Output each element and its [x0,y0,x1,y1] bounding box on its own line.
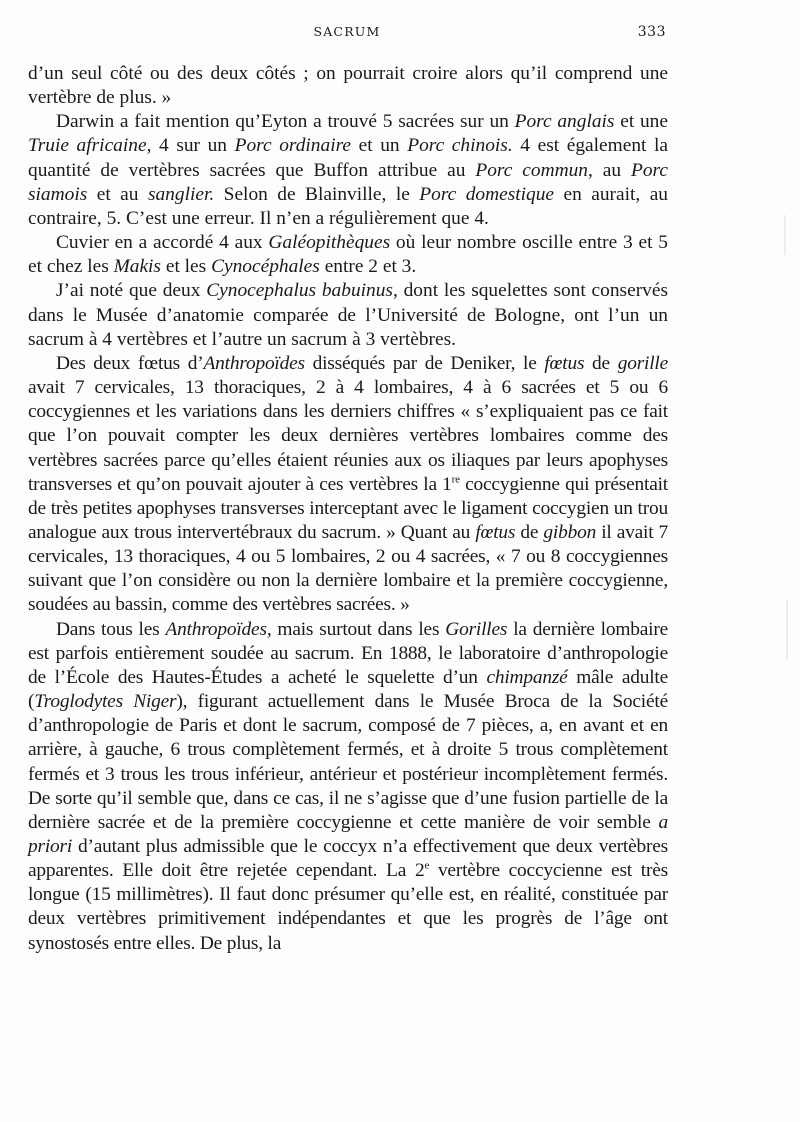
text-run: où leur nombre oscille entre 3 et 5 et chez les [28,232,668,278]
italic-term: Porc ordinaire [234,135,352,157]
text-run: il avait 7 cervicales, 13 thoraciques, 4 ou 5 lombaires, 2 ou 4 sacrées, « 7 ou 8 coccygiennes suivant que l’on considère ou non la dernière lombaire et la première coccygienne, soudées au bassin, comme des vertèbres sacrées. » [28,521,669,616]
italic-term: Porc chinois. [407,135,513,157]
paragraph [28,62,668,110]
text-run: Cuvier en a accordé 4 aux [56,232,269,254]
text-run: avait 7 cervicales, 13 thoraciques, 2 à 4 lombaires, 4 à 6 sacrées et 5 ou 6 coccygiennes et les variations dans les derniers chiffres « s’expliquaient pas ce fait que l’on pouvait compter les deux dernières vertèbres lombaires comme des vertèbres sacrées parce qu’elles étaient réunies aux os iliaques par leurs apophyses transverses et qu’on pouvait ajouter à ces vertèbres la 1 [28,377,668,495]
paragraph [28,110,668,231]
text-run: disséqués par de Deniker, le [304,352,545,374]
italic-term: Gorilles [445,618,508,640]
text-run: en aurait, au contraire, 5. C’est une erreur. Il n’en a régulièrement que 4. [28,183,668,229]
italic-term: gorille [617,352,669,374]
italic-term: Porc commun [475,159,588,181]
scan-speck [786,600,788,660]
text-run: d’autant plus admissible que le coccyx n’a effectivement que deux vertèbres apparentes. Elle doit être rejetée cependant. La 2 [28,836,668,882]
page-number: 333 [637,24,666,40]
text-run: entre 2 et 3. [319,256,417,278]
paragraph [28,618,668,956]
italic-term: Anthropoïdes [203,352,305,374]
text-run: et une [614,111,668,133]
text-run: vertèbre coccycienne est très longue (15 millimètres). Il faut donc présumer qu’elle est, en réalité, constituée par deux vertèbres primitivement indépendantes et que les progrès de l’âge ont synostosés entre elles. De plus, la [28,860,668,954]
italic-term: Cynocéphales [211,256,320,278]
italic-term: chimpanzé [486,666,568,688]
paragraph [28,279,668,351]
text-run: et au [87,183,148,205]
text-run: mâle adulte ( [28,666,669,713]
italic-term: Truie africaine [28,135,147,157]
text-run: et les [160,256,212,278]
italic-term: a priori [28,811,668,857]
text-run: coccygienne qui présentait de très petites apophyses transverses interceptant avec le ligament coccygien un trou analogue aux trous intervertébraux du sacrum. » Quant au [28,473,668,543]
text-run: de [584,352,618,374]
text-run: Darwin a fait mention qu’Eyton a trouvé 5 sacrées sur un [56,111,515,133]
text-run: de [515,521,544,543]
italic-term: Porc siamois [28,159,668,205]
text-run: ), figurant actuellement dans le Musée Broca de la Société d’anthropologie de Paris et dont le sacrum, composé de 7 pièces, a, en avant et en arrière, à gauche, 6 trous complètement fermés, et à droite 5 trous complètement fermés et 3 trous les trous inférieur, antérieur et postérieur incomplètement fermés. De sorte qu’il semble que, dans ce cas, il ne s’agisse que d’une fusion partielle de la dernière sacrée et de la première coccygienne et cette manière de voir semble [28,691,668,833]
italic-term: Cynocephalus babuinus, [206,280,398,302]
body-text [28,62,668,956]
italic-term: Porc anglais [514,111,615,133]
italic-term: sanglier. [147,183,215,205]
text-run: d’un seul côté ou des deux côtés ; on pourrait croire alors qu’il comprend une vertèbre de plus. » [28,63,668,109]
paragraph [28,231,668,279]
text-run: dont les squelettes sont conservés dans le Musée d’anatomie comparée de l’Université de Bologne, ont l’un un sacrum à 4 vertèbres et l’autre un sacrum à 3 vertèbres. [28,280,669,350]
italic-term: Anthropoïdes [165,618,267,640]
italic-term: fœtus [544,352,585,374]
text-run: Dans tous les [56,618,166,640]
italic-term: Troglodytes Niger [34,691,177,713]
text-run: , mais surtout dans les [266,618,446,640]
italic-term: gibbon [543,521,597,543]
italic-term: fœtus [475,521,516,543]
text-run: , au [587,159,631,181]
text-run: , 4 sur un [146,135,235,157]
running-head [28,24,666,44]
text-run: 4 est également la quantité de vertèbres sacrées que Buffon attribue au [28,135,669,181]
text-run: Des deux fœtus d’ [56,352,204,374]
text-run: et un [351,135,408,157]
italic-term: Porc domestique [419,183,555,205]
scan-speck [784,215,786,255]
superscript: re [451,473,460,486]
paragraph [28,352,668,618]
text-run: la dernière lombaire est parfois entièrement soudée au sacrum. En 1888, le laboratoire d’anthropologie de l’École des Hautes-Études a acheté le squelette d’un [28,618,668,688]
text-run: Selon de Blainville, le [214,183,420,205]
superscript: e [424,859,430,872]
running-title: SACRUM [313,24,381,39]
italic-term: Galéopithèques [268,232,391,254]
text-run: J’ai noté que deux [56,280,207,302]
italic-term: Makis [113,256,161,278]
